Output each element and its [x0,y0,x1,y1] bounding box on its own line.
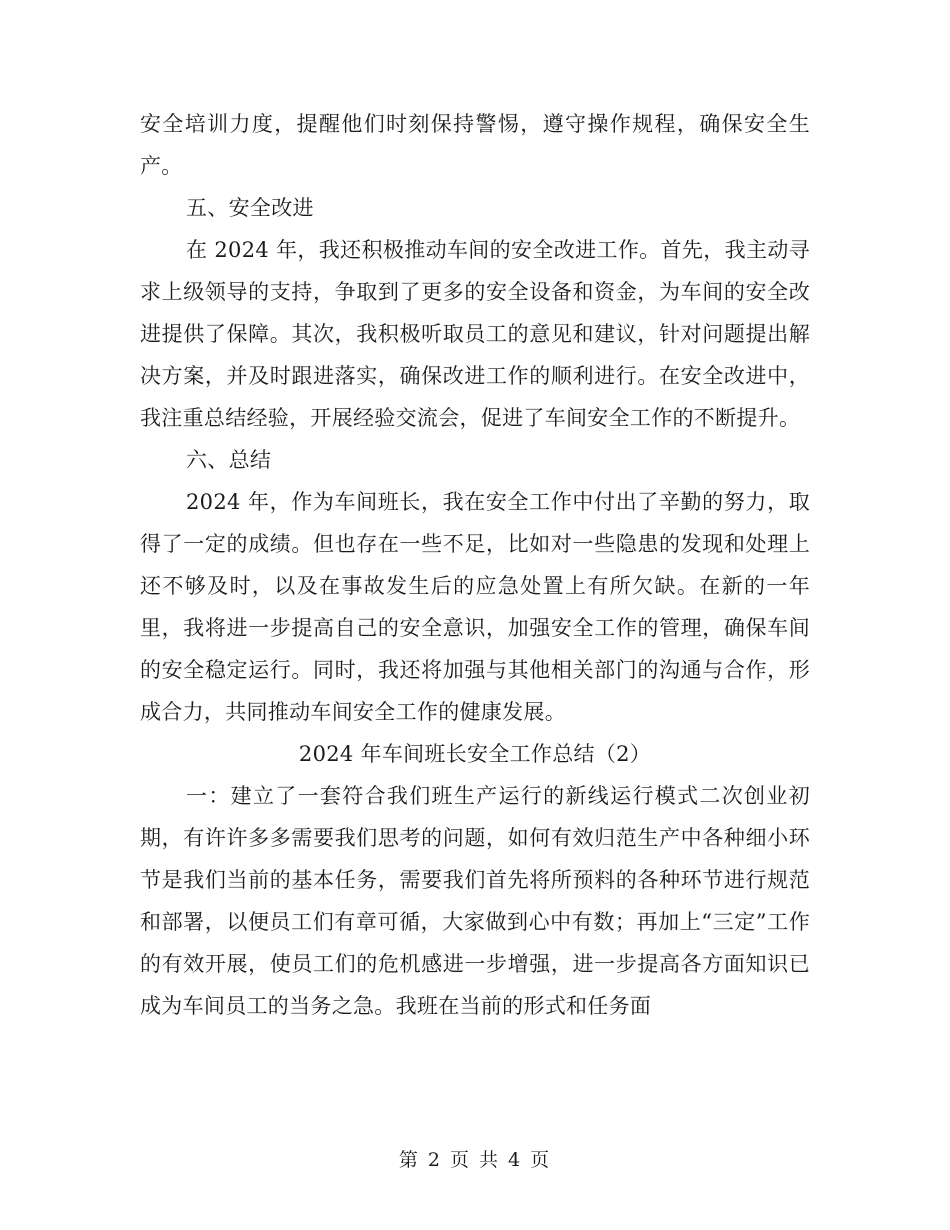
document-body [140,103,810,1027]
paragraph-item-1: 一：建立了一套符合我们班生产运行的新线运行模式二次创业初期，有许许多多需要我们思考的问题，如何有效归范生产中各种细小环节是我们当前的基本任务，需要我们首先将所预料的各种环节进行规范和部署，以便员工们有章可循，大家做到心中有数；再加上“三定”工作的有效开展，使员工们的危机感进一步增强，进一步提高各方面知识已成为车间员工的当务之急。我班在当前的形式和任务面 [140,784,810,1018]
document-title-part-2: 2024 年车间班长安全工作总结（2） [298,742,652,766]
section-heading-5: 五、安全改进 [186,196,314,220]
section-heading-6: 六、总结 [186,448,272,472]
paragraph-summary: 2024 年，作为车间班长，我在安全工作中付出了辛勤的努力，取得了一定的成绩。但也存在一些不足，比如对一些隐患的发现和处理上还不够及时，以及在事故发生后的应急处置上有所欠缺。在新的一年里，我将进一步提高自己的安全意识，加强安全工作的管理，确保车间的安全稳定运行。同时，我还将加强与其他相关部门的沟通与合作，形成合力，共同推动车间安全工作的健康发展。 [140,490,810,724]
paragraph-continued: 安全培训力度，提醒他们时刻保持警惕，遵守操作规程，确保安全生产。 [140,112,810,178]
paragraph-safety-improvement: 在 2024 年，我还积极推动车间的安全改进工作。首先，我主动寻求上级领导的支持，争取到了更多的安全设备和资金，为车间的安全改进提供了保障。其次，我积极听取员工的意见和建议，针对问题提出解决方案，并及时跟进落实，确保改进工作的顺利进行。在安全改进中，我注重总结经验，开展经验交流会，促进了车间安全工作的不断提升。 [140,238,810,430]
page-number-footer: 第 2 页 共 4 页 [398,1149,552,1171]
